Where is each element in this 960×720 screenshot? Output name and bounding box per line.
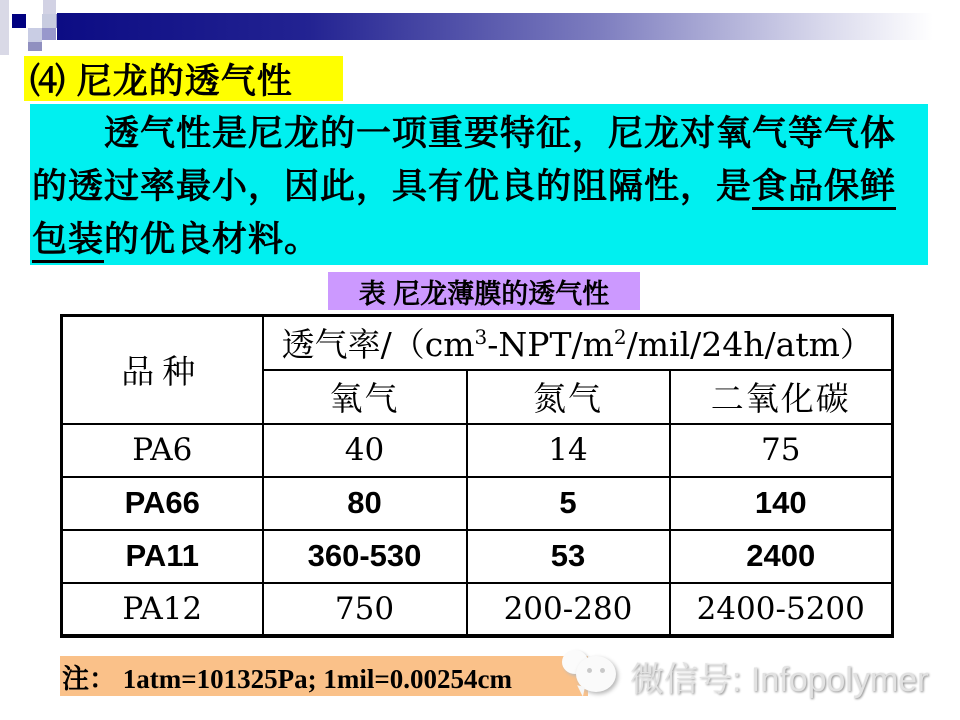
table-caption-highlight xyxy=(328,272,640,310)
intro-text: 的透过率最小，因此，具有优良的阻隔性，是 xyxy=(32,167,753,206)
intro-underlined-text: 包装 xyxy=(32,220,104,263)
watermark-text: 微信号: Infopolymer xyxy=(630,660,929,699)
value-cell: 200-280 xyxy=(467,583,670,636)
column-header-species: 品种 xyxy=(62,316,263,424)
table-caption: 表 尼龙薄膜的透气性 xyxy=(358,278,610,309)
table-row xyxy=(62,583,893,636)
value-cell: 140 xyxy=(670,477,893,530)
table-row xyxy=(62,477,893,530)
intro-text: 透气性是尼龙的一项重要特征，尼龙对氧气等气体 xyxy=(32,114,897,153)
intro-text: 的优良材料。 xyxy=(104,220,321,259)
value-cell: 360-530 xyxy=(263,530,467,583)
decor-strip xyxy=(0,0,9,55)
value-cell: 2400 xyxy=(670,530,893,583)
footnote-highlight xyxy=(60,656,588,696)
column-header-co2: 二氧化碳 xyxy=(670,370,893,424)
value-cell: 2400-5200 xyxy=(670,583,893,636)
species-cell: PA66 xyxy=(62,477,263,530)
wechat-bubble-tail xyxy=(575,685,585,696)
value-cell: 80 xyxy=(263,477,467,530)
species-cell: PA11 xyxy=(62,530,263,583)
intro-line xyxy=(32,107,928,160)
intro-paragraph xyxy=(30,104,928,265)
slide-title: ⑷ 尼龙的透气性 xyxy=(30,61,293,101)
intro-line xyxy=(32,213,928,266)
decor-square xyxy=(28,42,42,51)
species-cell: PA12 xyxy=(62,583,263,636)
intro-line xyxy=(32,160,928,213)
column-header-rate xyxy=(263,316,893,370)
table-row xyxy=(62,424,893,477)
rate-unit-text: -NPT/m xyxy=(487,325,614,365)
footnote: 注： 1atm=101325Pa; 1mil=0.00254cm xyxy=(62,663,512,694)
decor-square xyxy=(12,14,26,28)
wechat-bubble-eye xyxy=(600,668,605,673)
watermark xyxy=(560,644,955,708)
wechat-icon xyxy=(560,646,624,706)
decor-square xyxy=(28,28,42,42)
slide-title-highlight xyxy=(24,56,343,101)
permeability-table xyxy=(60,314,894,638)
decor-square xyxy=(42,28,56,40)
wechat-bubble-eye xyxy=(587,668,592,673)
species-cell: PA6 xyxy=(62,424,263,477)
intro-underlined-text: 食品保鲜 xyxy=(752,167,896,210)
value-cell: 750 xyxy=(263,583,467,636)
value-cell: 53 xyxy=(467,530,670,583)
table-row xyxy=(62,530,893,583)
header-gradient-bar xyxy=(57,13,960,40)
rate-unit-text: 透气率/（cm xyxy=(281,325,475,365)
value-cell: 5 xyxy=(467,477,670,530)
column-header-nitrogen: 氮气 xyxy=(467,370,670,424)
decor-square xyxy=(42,14,56,28)
rate-unit-sup: 2 xyxy=(613,325,627,350)
column-header-oxygen: 氧气 xyxy=(263,370,467,424)
rate-unit-sup: 3 xyxy=(474,325,488,350)
value-cell: 40 xyxy=(263,424,467,477)
rate-unit-text: /mil/24h/atm） xyxy=(626,325,873,365)
value-cell: 14 xyxy=(467,424,670,477)
value-cell: 75 xyxy=(670,424,893,477)
decor-square xyxy=(43,0,56,14)
